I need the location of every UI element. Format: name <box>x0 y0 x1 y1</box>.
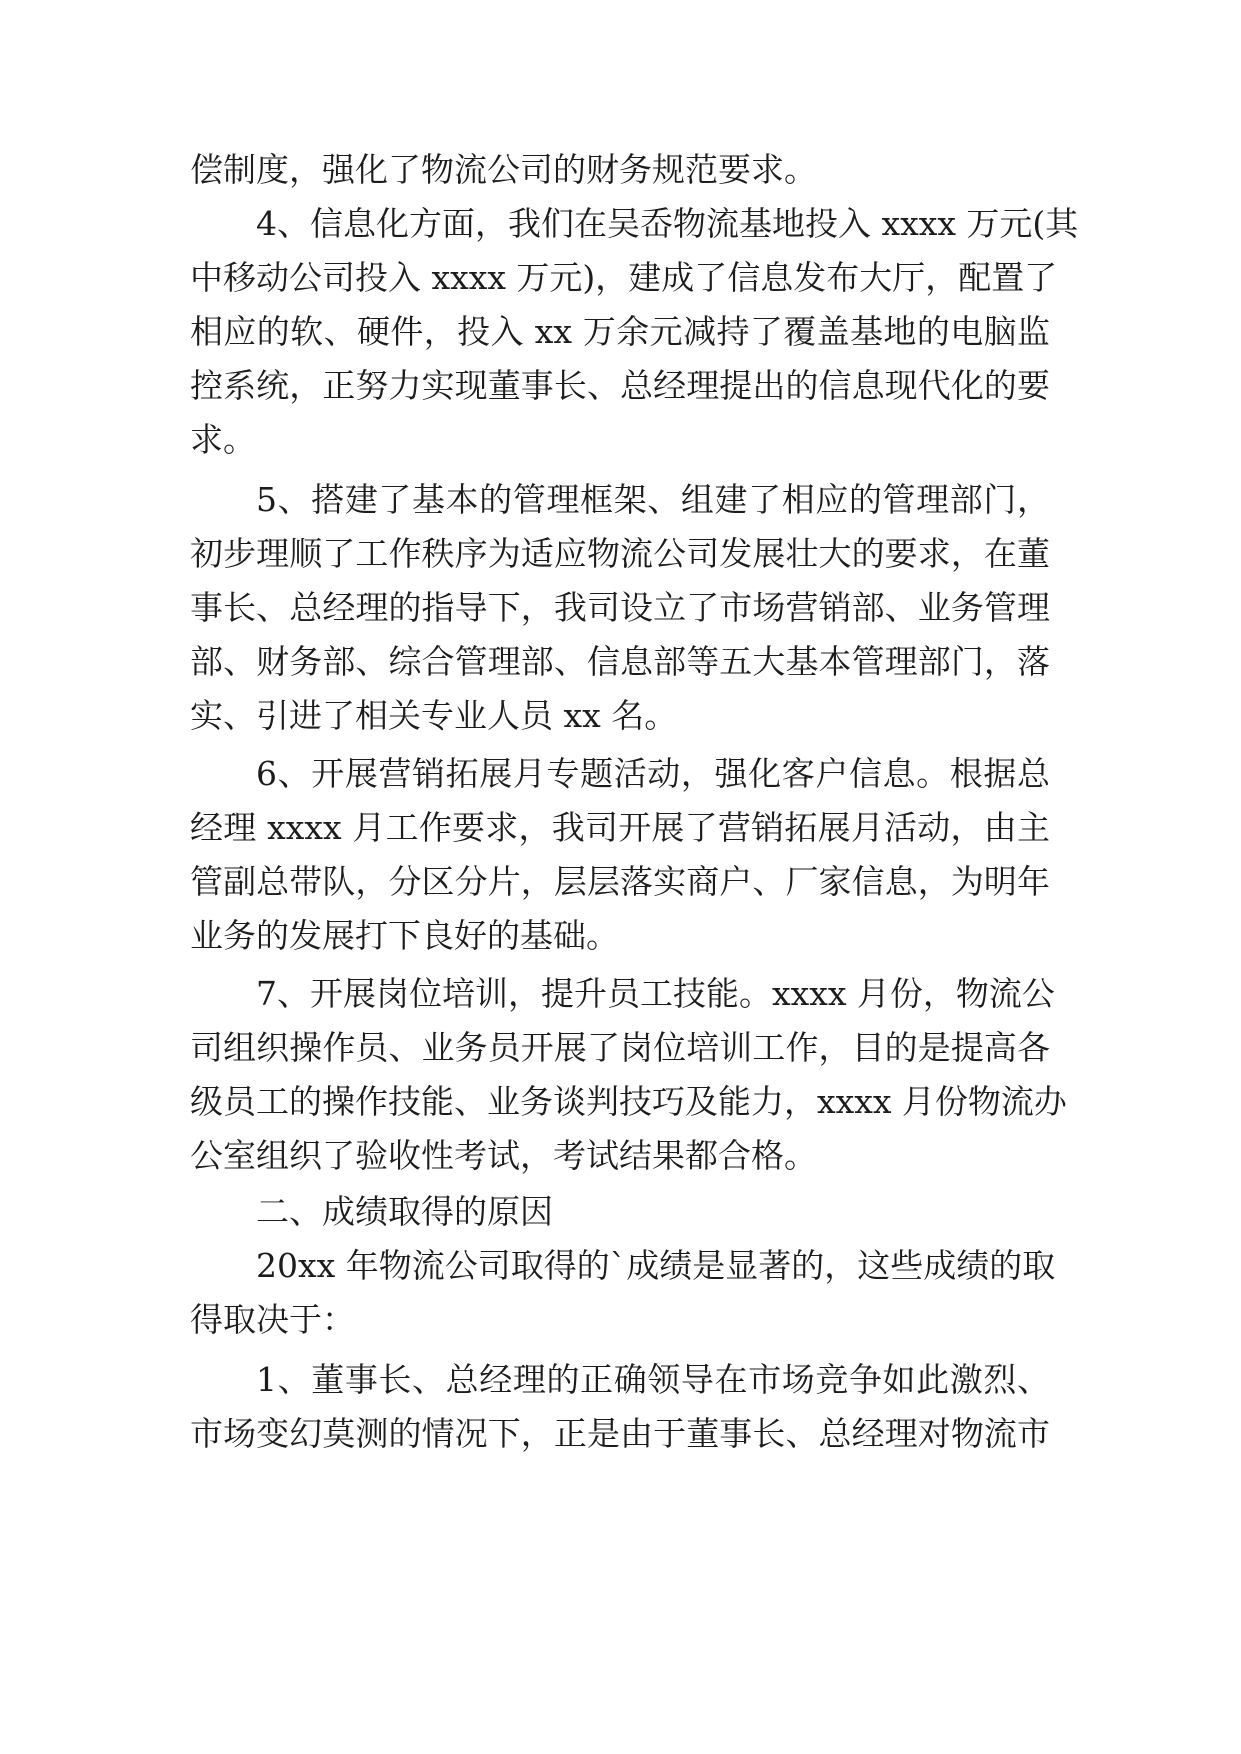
text-line: 管副总带队，分区分片，层层落实商户、厂家信息，为明年 <box>190 862 1050 901</box>
text-line: 7、开展岗位培训，提升员工技能。xxxx 月份，物流公 <box>256 974 1055 1013</box>
text-line: 5、搭建了基本的管理框架、组建了相应的管理部门， <box>256 480 1050 519</box>
text-line: 得取决于： <box>190 1300 355 1339</box>
text-line: 经理 xxxx 月工作要求，我司开展了营销拓展月活动，由主 <box>190 808 1050 847</box>
text-line: 司组织操作员、业务员开展了岗位培训工作，目的是提高各 <box>190 1028 1050 1067</box>
text-line: 4、信息化方面，我们在吴岙物流基地投入 xxxx 万元(其 <box>256 204 1079 243</box>
text-line: 20xx 年物流公司取得的`成绩是显著的，这些成绩的取 <box>256 1246 1056 1285</box>
text-line: 1、董事长、总经理的正确领导在市场竞争如此激烈、 <box>256 1360 1050 1399</box>
text-line: 实、引进了相关专业人员 xx 名。 <box>190 696 678 735</box>
text-line: 6、开展营销拓展月专题活动，强化客户信息。根据总 <box>256 754 1050 793</box>
text-line: 部、财务部、综合管理部、信息部等五大基本管理部门，落 <box>190 642 1050 681</box>
text-line: 业务的发展打下良好的基础。 <box>190 916 619 955</box>
text-line: 控系统，正努力实现董事长、总经理提出的信息现代化的要 <box>190 366 1050 405</box>
section-heading: 二、成绩取得的原因 <box>256 1192 553 1231</box>
text-line: 求。 <box>190 420 256 459</box>
text-line: 市场变幻莫测的情况下，正是由于董事长、总经理对物流市 <box>190 1414 1050 1453</box>
text-line: 偿制度，强化了物流公司的财务规范要求。 <box>190 150 817 189</box>
text-line: 相应的软、硬件，投入 xx 万余元减持了覆盖基地的电脑监 <box>190 312 1050 351</box>
text-line: 公室组织了验收性考试，考试结果都合格。 <box>190 1136 817 1175</box>
text-line: 中移动公司投入 xxxx 万元)，建成了信息发布大厅，配置了 <box>190 258 1058 297</box>
text-line: 事长、总经理的指导下，我司设立了市场营销部、业务管理 <box>190 588 1050 627</box>
text-line: 初步理顺了工作秩序为适应物流公司发展壮大的要求，在董 <box>190 534 1050 573</box>
text-line: 级员工的操作技能、业务谈判技巧及能力，xxxx 月份物流办 <box>190 1082 1067 1121</box>
